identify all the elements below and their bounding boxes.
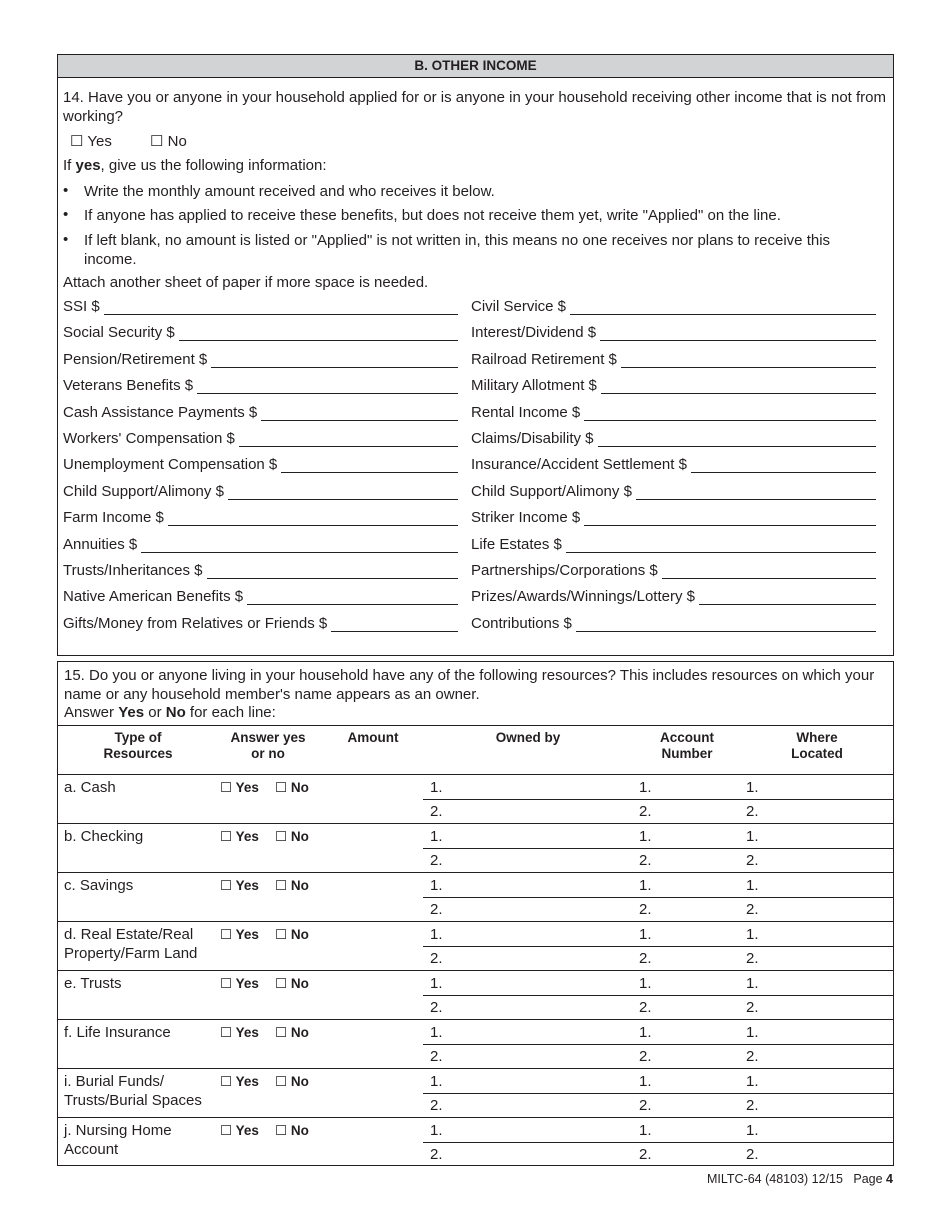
- owned-by-2[interactable]: 2.: [430, 950, 443, 967]
- checkbox-icon[interactable]: ☐: [150, 133, 164, 150]
- yes-checkbox[interactable]: ☐ Yes: [220, 927, 259, 942]
- account-number-1[interactable]: 1.: [639, 877, 652, 894]
- account-number-1[interactable]: 1.: [639, 1122, 652, 1139]
- where-located-1[interactable]: 1.: [746, 975, 759, 992]
- owned-by-2[interactable]: 2.: [430, 901, 443, 918]
- bullet-item: • Write the monthly amount received and who receives it below.: [63, 182, 495, 200]
- where-located-1[interactable]: 1.: [746, 1024, 759, 1041]
- account-number-1[interactable]: 1.: [639, 926, 652, 943]
- col-header-account: Account Number: [660, 730, 714, 761]
- income-label: Social Security $: [63, 324, 175, 342]
- income-input-line[interactable]: [104, 314, 458, 315]
- where-located-2[interactable]: 2.: [746, 803, 759, 820]
- resource-type: j. Nursing Home Account: [64, 1122, 172, 1158]
- income-label: Prizes/Awards/Winnings/Lottery $: [471, 588, 695, 606]
- no-checkbox[interactable]: ☐ No: [275, 1025, 309, 1040]
- income-field[interactable]: [471, 615, 876, 635]
- resource-type: i. Burial Funds/ Trusts/Burial Spaces: [64, 1073, 202, 1109]
- yes-checkbox[interactable]: ☐ Yes: [220, 878, 259, 893]
- income-label: Child Support/Alimony $: [471, 482, 632, 500]
- bullet-item: • If anyone has applied to receive these benefits, but does not receive them yet, write "Applied" on the line.: [63, 206, 781, 224]
- checkbox-icon[interactable]: ☐: [275, 829, 288, 844]
- no-checkbox[interactable]: ☐ No: [275, 878, 309, 893]
- income-input-line[interactable]: [636, 499, 876, 500]
- income-label: Farm Income $: [63, 509, 164, 527]
- income-field[interactable]: [63, 404, 458, 424]
- where-located-1[interactable]: 1.: [746, 779, 759, 796]
- income-field[interactable]: [63, 324, 458, 344]
- income-label: Civil Service $: [471, 298, 567, 315]
- income-label: Railroad Retirement $: [471, 350, 617, 368]
- income-input-line[interactable]: [197, 393, 458, 394]
- income-field[interactable]: [471, 351, 876, 371]
- answer-instruction: Answer Yes or No for each line:: [64, 704, 276, 721]
- income-field[interactable]: [63, 430, 458, 450]
- income-input-line[interactable]: [179, 340, 458, 341]
- income-input-line[interactable]: [239, 446, 458, 447]
- income-field[interactable]: [63, 298, 458, 318]
- income-field[interactable]: [63, 536, 458, 556]
- no-checkbox[interactable]: ☐ No: [275, 1074, 309, 1089]
- yes-checkbox[interactable]: ☐ Yes: [220, 1074, 259, 1089]
- income-label: Unemployment Compensation $: [63, 456, 278, 474]
- resource-type: b. Checking: [64, 828, 144, 845]
- divider: [423, 946, 893, 947]
- owned-by-2[interactable]: 2.: [430, 852, 443, 869]
- income-input-line[interactable]: [211, 367, 458, 368]
- where-located-1[interactable]: 1.: [746, 926, 759, 943]
- bullet-item: • If left blank, no amount is listed or "Applied" is not written in, this means no one receives nor plans to receive this income.: [63, 231, 831, 268]
- other-income-section: [57, 54, 894, 656]
- yes-label: Yes: [87, 133, 112, 150]
- divider: [423, 1044, 893, 1045]
- where-located-1[interactable]: 1.: [746, 877, 759, 894]
- no-checkbox[interactable]: ☐ No: [275, 976, 309, 991]
- income-input-line[interactable]: [598, 446, 876, 447]
- income-label: Cash Assistance Payments $: [63, 403, 258, 421]
- page-footer: MILTC-64 (48103) 12/15 Page 4: [706, 1172, 893, 1186]
- owned-by-1[interactable]: 1.: [430, 975, 443, 992]
- section-header: B. OTHER INCOME: [58, 55, 893, 78]
- where-located-2[interactable]: 2.: [746, 1097, 759, 1114]
- divider: [58, 921, 893, 922]
- income-label: Insurance/Accident Settlement $: [471, 456, 687, 474]
- account-number-1[interactable]: 1.: [639, 779, 652, 796]
- resource-type: d. Real Estate/Real Property/Farm Land: [64, 926, 198, 962]
- divider: [58, 1117, 893, 1118]
- owned-by-2[interactable]: 2.: [430, 803, 443, 820]
- income-label: Military Allotment $: [471, 377, 597, 395]
- income-input-line[interactable]: [168, 525, 458, 526]
- income-field[interactable]: [63, 483, 458, 503]
- account-number-2[interactable]: 2.: [639, 901, 652, 918]
- divider: [423, 799, 893, 800]
- income-field[interactable]: [471, 483, 876, 503]
- divider: [423, 1142, 893, 1143]
- divider: [423, 995, 893, 996]
- income-input-line[interactable]: [281, 472, 458, 473]
- divider: [58, 1019, 893, 1020]
- income-input-line[interactable]: [601, 393, 876, 394]
- income-label: Annuities $: [63, 535, 138, 553]
- checkbox-icon[interactable]: ☐: [275, 780, 288, 795]
- income-label: Trusts/Inheritances $: [63, 562, 203, 579]
- owned-by-2[interactable]: 2.: [430, 999, 443, 1016]
- income-label: Contributions $: [471, 614, 572, 632]
- yes-checkbox[interactable]: ☐ Yes: [220, 1025, 259, 1040]
- resource-type: a. Cash: [64, 779, 116, 796]
- col-header-type: Type of Resources: [103, 730, 173, 761]
- owned-by-1[interactable]: 1.: [430, 877, 443, 894]
- checkbox-icon[interactable]: ☐: [220, 1123, 233, 1138]
- checkbox-icon[interactable]: ☐: [275, 1123, 288, 1138]
- income-field[interactable]: [471, 588, 876, 608]
- checkbox-icon[interactable]: ☐: [275, 976, 288, 991]
- income-input-line[interactable]: [584, 420, 876, 421]
- col-header-amount: Amount: [347, 730, 399, 745]
- owned-by-1[interactable]: 1.: [430, 1024, 443, 1041]
- yes-checkbox[interactable]: ☐ Yes: [220, 780, 259, 795]
- col-header-owned-by: Owned by: [495, 730, 561, 745]
- income-input-line[interactable]: [621, 367, 876, 368]
- income-field[interactable]: [63, 377, 458, 397]
- income-field[interactable]: [471, 562, 876, 582]
- income-input-line[interactable]: [691, 472, 876, 473]
- income-input-line[interactable]: [662, 578, 876, 579]
- q14-yes-option[interactable]: [70, 132, 112, 150]
- checkbox-icon[interactable]: ☐: [275, 1025, 288, 1040]
- account-number-2[interactable]: 2.: [639, 1048, 652, 1065]
- account-number-2[interactable]: 2.: [639, 1097, 652, 1114]
- where-located-2[interactable]: 2.: [746, 852, 759, 869]
- account-number-2[interactable]: 2.: [639, 950, 652, 967]
- income-field[interactable]: [471, 324, 876, 344]
- income-label: Striker Income $: [471, 509, 581, 527]
- question-15: 15. Do you or anyone living in your household have any of the following resources? This includes resources on which your name or any household member's name appears as an owner.: [64, 667, 875, 703]
- owned-by-2[interactable]: 2.: [430, 1146, 443, 1163]
- income-field[interactable]: [63, 562, 458, 582]
- income-label: Pension/Retirement $: [63, 350, 208, 368]
- account-number-2[interactable]: 2.: [639, 1146, 652, 1163]
- checkbox-icon[interactable]: ☐: [220, 829, 233, 844]
- income-label: SSI $: [63, 298, 100, 315]
- where-located-2[interactable]: 2.: [746, 901, 759, 918]
- no-checkbox[interactable]: ☐ No: [275, 829, 309, 844]
- checkbox-icon[interactable]: ☐: [220, 927, 233, 942]
- owned-by-1[interactable]: 1.: [430, 1122, 443, 1139]
- income-input-line[interactable]: [261, 420, 458, 421]
- where-located-2[interactable]: 2.: [746, 1048, 759, 1065]
- where-located-2[interactable]: 2.: [746, 950, 759, 967]
- owned-by-1[interactable]: 1.: [430, 926, 443, 943]
- income-label: Workers' Compensation $: [63, 430, 235, 447]
- resource-type: c. Savings: [64, 877, 134, 894]
- divider: [423, 1093, 893, 1094]
- divider: [423, 897, 893, 898]
- income-field[interactable]: [471, 377, 876, 397]
- income-field[interactable]: [471, 404, 876, 424]
- income-label: Veterans Benefits $: [63, 377, 194, 395]
- account-number-1[interactable]: 1.: [639, 828, 652, 845]
- account-number-1[interactable]: 1.: [639, 1024, 652, 1041]
- divider: [58, 823, 893, 824]
- resource-type: f. Life Insurance: [64, 1024, 171, 1041]
- divider: [58, 872, 893, 873]
- where-located-2[interactable]: 2.: [746, 999, 759, 1016]
- account-number-1[interactable]: 1.: [639, 975, 652, 992]
- where-located-1[interactable]: 1.: [746, 1122, 759, 1139]
- bullet-icon: •: [63, 182, 69, 199]
- resources-section: [57, 661, 894, 1166]
- checkbox-icon[interactable]: ☐: [220, 878, 233, 893]
- income-input-line[interactable]: [331, 631, 458, 632]
- income-field[interactable]: [63, 615, 458, 635]
- no-checkbox[interactable]: ☐ No: [275, 1123, 309, 1138]
- checkbox-icon[interactable]: ☐: [275, 1074, 288, 1089]
- checkbox-icon[interactable]: ☐: [275, 927, 288, 942]
- owned-by-1[interactable]: 1.: [430, 828, 443, 845]
- income-label: Child Support/Alimony $: [63, 482, 224, 500]
- resource-type: e. Trusts: [64, 975, 122, 992]
- divider: [423, 848, 893, 849]
- if-yes-instruction: If yes, give us the following information:: [63, 157, 327, 174]
- income-label: Partnerships/Corporations $: [471, 562, 658, 579]
- income-field[interactable]: [471, 509, 876, 529]
- checkbox-icon[interactable]: ☐: [220, 780, 233, 795]
- checkbox-icon[interactable]: ☐: [70, 133, 84, 150]
- income-input-line[interactable]: [584, 525, 876, 526]
- where-located-1[interactable]: 1.: [746, 828, 759, 845]
- income-input-line[interactable]: [600, 340, 876, 341]
- owned-by-2[interactable]: 2.: [430, 1048, 443, 1065]
- form-number: MILTC-64 (48103) 12/15: [706, 1172, 843, 1186]
- yes-checkbox[interactable]: ☐ Yes: [220, 1123, 259, 1138]
- yes-checkbox[interactable]: ☐ Yes: [220, 829, 259, 844]
- divider: [58, 1068, 893, 1069]
- col-header-answer: Answer yes or no: [230, 730, 306, 761]
- divider: [58, 970, 893, 971]
- income-input-line[interactable]: [247, 604, 458, 605]
- income-field[interactable]: [471, 456, 876, 476]
- income-label: Gifts/Money from Relatives or Friends $: [63, 614, 328, 632]
- owned-by-1[interactable]: 1.: [430, 779, 443, 796]
- divider: [58, 774, 893, 775]
- account-number-2[interactable]: 2.: [639, 999, 652, 1016]
- col-header-where: Where Located: [791, 730, 843, 761]
- bullet-icon: •: [63, 206, 69, 223]
- income-label: Native American Benefits $: [63, 588, 244, 606]
- question-14: 14. Have you or anyone in your household applied for or is anyone in your household receiving other income that is not from working?: [63, 89, 886, 125]
- checkbox-icon[interactable]: ☐: [220, 1025, 233, 1040]
- income-input-line[interactable]: [699, 604, 876, 605]
- income-input-line[interactable]: [576, 631, 876, 632]
- income-field[interactable]: [63, 509, 458, 529]
- income-label: Rental Income $: [471, 403, 581, 421]
- income-field[interactable]: [471, 430, 876, 450]
- attach-note: Attach another sheet of paper if more space is needed.: [63, 274, 429, 291]
- income-input-line[interactable]: [570, 314, 876, 315]
- where-located-2[interactable]: 2.: [746, 1146, 759, 1163]
- no-label: No: [167, 133, 187, 150]
- income-field[interactable]: [471, 298, 876, 318]
- page-number: 4: [886, 1172, 893, 1186]
- account-number-2[interactable]: 2.: [639, 803, 652, 820]
- income-field[interactable]: [63, 456, 458, 476]
- q14-no-option[interactable]: [150, 132, 187, 150]
- checkbox-icon[interactable]: ☐: [220, 976, 233, 991]
- checkbox-icon[interactable]: ☐: [275, 878, 288, 893]
- checkbox-icon[interactable]: ☐: [220, 1074, 233, 1089]
- owned-by-2[interactable]: 2.: [430, 1097, 443, 1114]
- no-checkbox[interactable]: ☐ No: [275, 780, 309, 795]
- income-input-line[interactable]: [228, 499, 458, 500]
- income-input-line[interactable]: [566, 552, 876, 553]
- income-field[interactable]: [63, 588, 458, 608]
- where-located-1[interactable]: 1.: [746, 1073, 759, 1090]
- owned-by-1[interactable]: 1.: [430, 1073, 443, 1090]
- income-label: Interest/Dividend $: [471, 324, 597, 342]
- income-input-line[interactable]: [141, 552, 458, 553]
- income-input-line[interactable]: [207, 578, 458, 579]
- divider: [58, 725, 893, 726]
- no-checkbox[interactable]: ☐ No: [275, 927, 309, 942]
- bullet-icon: •: [63, 231, 69, 248]
- income-field[interactable]: [471, 536, 876, 556]
- yes-checkbox[interactable]: ☐ Yes: [220, 976, 259, 991]
- income-field[interactable]: [63, 351, 458, 371]
- income-label: Life Estates $: [471, 535, 562, 553]
- income-label: Claims/Disability $: [471, 430, 594, 447]
- account-number-1[interactable]: 1.: [639, 1073, 652, 1090]
- account-number-2[interactable]: 2.: [639, 852, 652, 869]
